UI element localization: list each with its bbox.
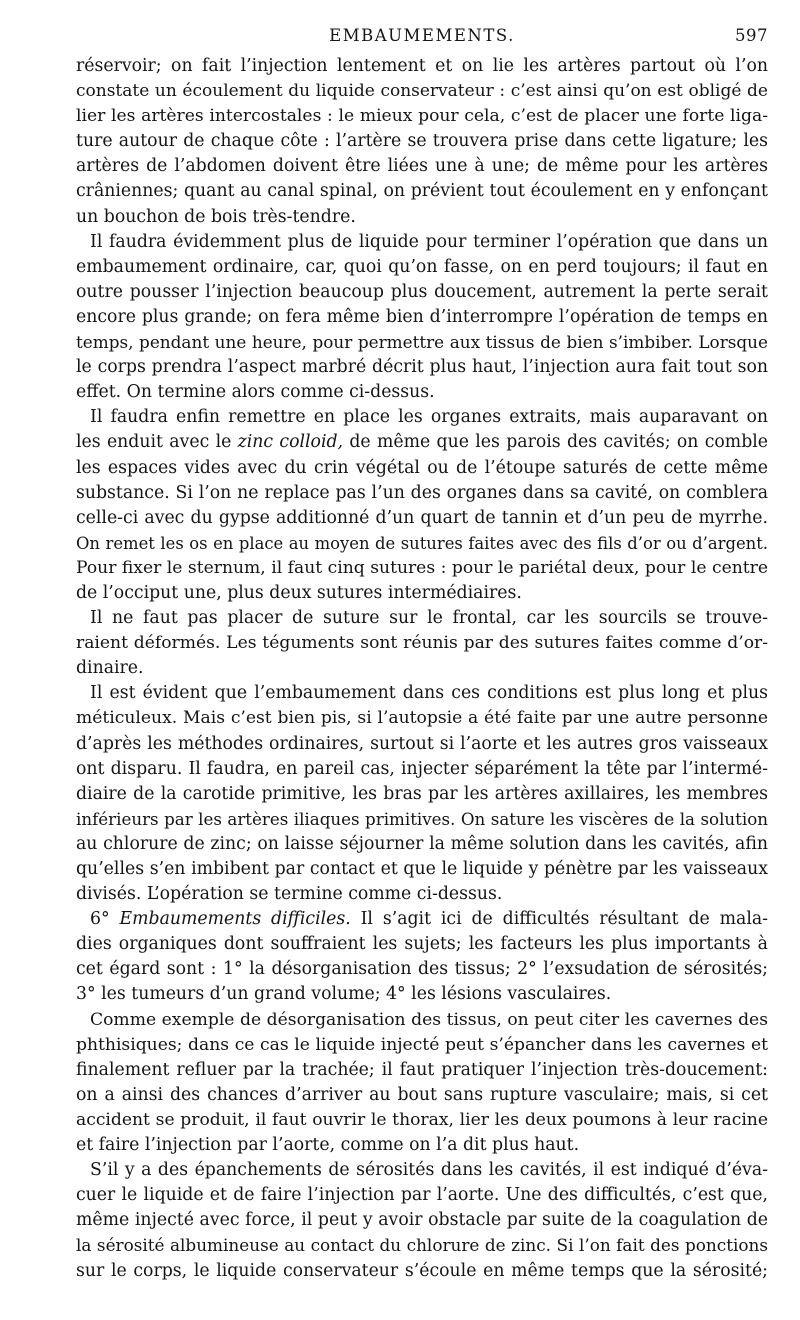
italic-term: zinc colloid, <box>237 432 344 453</box>
text-line: et faire l’injection par l’aorte, comme on l’a dit plus haut. <box>76 1135 580 1156</box>
body-text <box>76 54 768 1284</box>
text-run: Il s’agit ici de difficultés résultant de mala- <box>360 909 768 930</box>
text-line: substance. Si l’on ne replace pas l’un des organes dans sa cavité, on comblera <box>76 482 768 503</box>
text-line: celle-ci avec du gypse additionné d’un quart de tannin et d’un peu de myrrhe. <box>76 507 768 528</box>
text-line: temps, pendant une heure, pour permettre aux tissus de bien s’imbiber. Lorsque <box>76 332 768 353</box>
text-line: sur le corps, le liquide conservateur s’écoule en même temps que la sérosité; <box>76 1260 768 1281</box>
text-line: diaire de la carotide primitive, les bras par les artères axillaires, les membres <box>76 783 768 804</box>
text-line: divisés. L’opération se termine comme ci-dessus. <box>76 884 503 905</box>
running-title: EMBAUMEMENTS. <box>329 26 515 45</box>
text-line: 3° les tumeurs d’un grand volume; 4° les lésions vasculaires. <box>76 984 612 1005</box>
text-line: Il est évident que l’embaumement dans ces conditions est plus long et plus <box>90 683 768 704</box>
text-line: outre pousser l’injection beaucoup plus doucement, autrement la perte serait <box>76 281 768 302</box>
paragraph <box>76 1158 768 1283</box>
paragraph <box>76 1008 768 1159</box>
text-line <box>76 907 768 932</box>
text-line: d’après les méthodes ordinaires, surtout si l’aorte et les autres gros vaisseaux <box>76 733 768 754</box>
text-line: embaumement ordinaire, car, quoi qu’on fasse, on en perd toujours; il faut en <box>76 256 768 277</box>
text-line: on a ainsi des chances d’arriver au bout sans rupture vasculaire; mais, si cet <box>76 1084 768 1105</box>
text-line: phthisiques; dans ce cas le liquide injecté peut s’épancher dans les cavernes et <box>76 1034 768 1055</box>
text-line: On remet les os en place au moyen de sutures faites avec des fils d’or ou d’argent. <box>76 533 768 553</box>
text-line: Comme exemple de désorganisation des tissus, on peut citer les cavernes des <box>90 1009 768 1030</box>
text-line: encore plus grande; on fera même bien d’interrompre l’opération de temps en <box>76 306 768 327</box>
section-number: 6° <box>90 909 110 930</box>
text-line: lier les artères intercostales : le mieux pour cela, c’est de placer une forte liga- <box>76 106 768 127</box>
text-line: raient déformés. Les téguments sont réunis par des sutures faites comme d’or- <box>76 633 768 654</box>
running-header <box>76 26 768 54</box>
text-line: Il faudra évidemment plus de liquide pour terminer l’opération que dans un <box>90 231 768 252</box>
paragraph <box>76 907 768 1007</box>
text-line: un bouchon de bois très-tendre. <box>76 206 356 227</box>
text-line: le corps prendra l’aspect marbré décrit plus haut, l’injection aura fait tout son <box>76 357 768 378</box>
paragraph <box>76 681 768 907</box>
text-line: effet. On termine alors comme ci-dessus. <box>76 382 435 403</box>
text-line: même injecté avec force, il peut y avoir obstacle par suite de la coagulation de <box>76 1210 768 1231</box>
text-line <box>76 430 768 455</box>
text-line: Pour fixer le sternum, il faut cinq sutures : pour le pariétal deux, pour le centre <box>76 557 768 578</box>
text-line: finalement refluer par la trachée; il faut pratiquer l’injection très-doucement: <box>76 1059 768 1080</box>
section-heading: Embaumements difficiles. <box>119 909 351 930</box>
text-line: qu’elles s’en imbibent par contact et que le liquide y pénètre par les vaisseaux <box>76 859 768 879</box>
page-number: 597 <box>735 26 768 45</box>
paragraph <box>76 54 768 230</box>
text-run: de même que les parois des cavités; on comble <box>349 432 768 453</box>
text-line: constate un écoulement du liquide conservateur : c’est ainsi qu’on est obligé de <box>76 81 768 102</box>
paragraph <box>76 230 768 406</box>
text-line: dies organiques dont souffraient les sujets; les facteurs les plus importants à <box>76 934 768 955</box>
paragraph <box>76 606 768 681</box>
text-line: inférieurs par les artères iliaques primitives. On sature les viscères de la solution <box>76 808 768 829</box>
text-line: les espaces vides avec du crin végétal ou de l’étoupe saturés de cette même <box>76 457 768 478</box>
book-page <box>76 26 768 1284</box>
text-line: ture autour de chaque côte : l’artère se trouvera prise dans cette ligature; les <box>76 131 768 152</box>
text-line: méticuleux. Mais c’est bien pis, si l’autopsie a été faite par une autre personne <box>76 708 768 729</box>
text-line: crâniennes; quant au canal spinal, on prévient tout écoulement en y enfonçant <box>76 181 768 202</box>
text-line: dinaire. <box>76 658 144 679</box>
text-run: les enduit avec le <box>76 432 232 453</box>
text-line: au chlorure de zinc; on laisse séjourner la même solution dans les cavités, afin <box>76 833 768 854</box>
text-line: ont disparu. Il faudra, en pareil cas, injecter séparément la tête par l’intermé- <box>76 758 768 779</box>
text-line: réservoir; on fait l’injection lentement et on lie les artères partout où l’on <box>76 56 768 76</box>
text-line: Il faudra enfin remettre en place les organes extraits, mais auparavant on <box>90 407 768 428</box>
text-line: S’il y a des épanchements de sérosités dans les cavités, il est indiqué d’éva- <box>90 1160 768 1181</box>
text-line: la sérosité albumineuse au contact du chlorure de zinc. Si l’on fait des ponctions <box>76 1235 768 1256</box>
text-line: cuer le liquide et de faire l’injection par l’aorte. Une des difficultés, c’est que, <box>76 1185 768 1206</box>
text-line: Il ne faut pas placer de suture sur le frontal, car les sourcils se trouve- <box>90 608 768 629</box>
text-line: accident se produit, il faut ouvrir le thorax, lier les deux poumons à leur racine <box>76 1109 768 1130</box>
text-line: artères de l’abdomen doivent être liées une à une; de même pour les artères <box>76 156 768 177</box>
text-line: de l’occiput une, plus deux sutures intermédiaires. <box>76 582 522 603</box>
text-line: cet égard sont : 1° la désorganisation des tissus; 2° l’exsudation de sérosités; <box>76 959 768 980</box>
paragraph <box>76 405 768 606</box>
